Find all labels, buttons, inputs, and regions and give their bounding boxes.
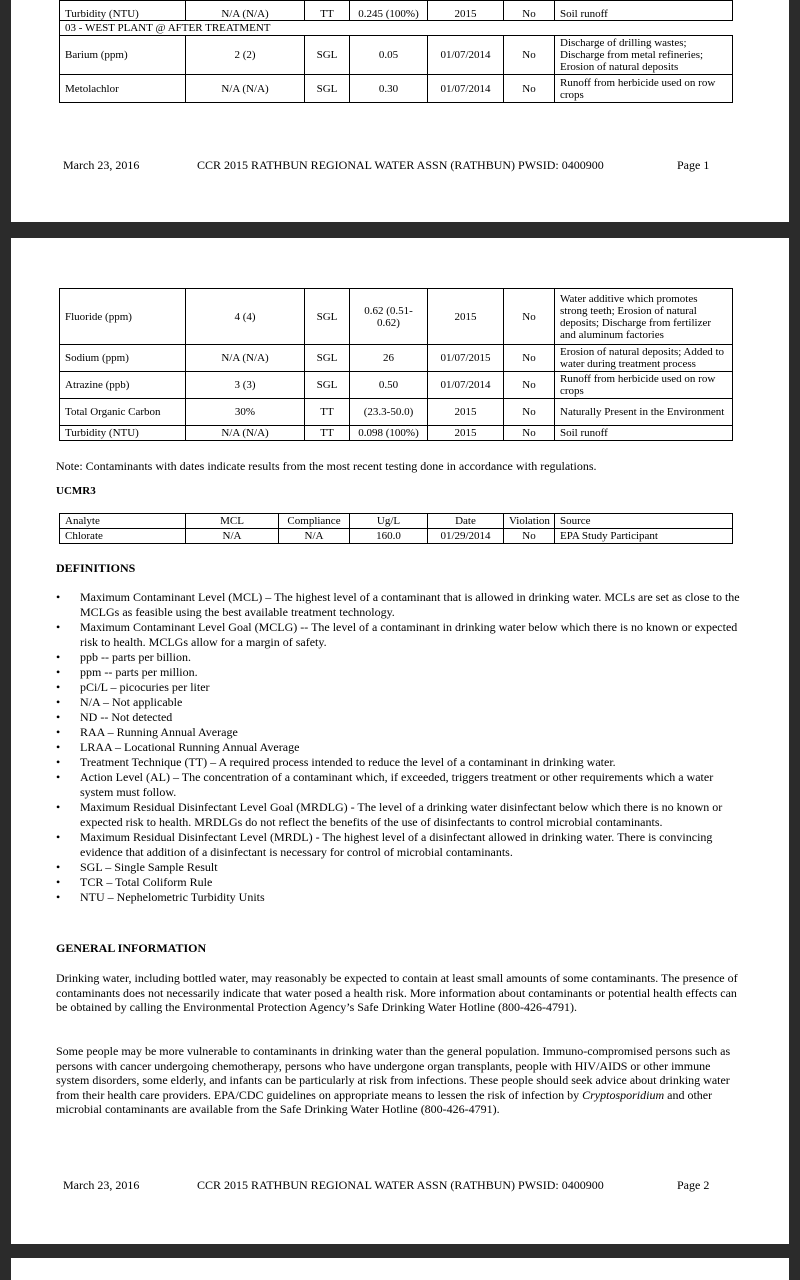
mcl-value: 2 (2) bbox=[186, 36, 305, 75]
violation-flag: No bbox=[504, 75, 555, 103]
mcl-value: N/A (N/A) bbox=[186, 426, 305, 441]
contaminant-source: Discharge of drilling wastes; Discharge from metal refineries; Erosion of natural deposits bbox=[555, 36, 733, 75]
table-row bbox=[60, 75, 733, 103]
detected-level: 0.62 (0.51-0.62) bbox=[350, 289, 428, 345]
column-header: Analyte bbox=[60, 514, 186, 529]
contaminant-name: Fluoride (ppm) bbox=[60, 289, 186, 345]
contaminant-source: Soil runoff bbox=[555, 426, 733, 441]
contaminant-source: Runoff from herbicide used on row crops bbox=[555, 75, 733, 103]
document-page-3 bbox=[11, 1258, 789, 1280]
sample-type: TT bbox=[305, 1, 350, 21]
contaminant-source: Water additive which promotes strong teeth; Erosion of natural deposits; Discharge from fertilizer and aluminum factories bbox=[555, 289, 733, 345]
footer-page-number: Page 1 bbox=[677, 158, 710, 172]
violation-flag: No bbox=[504, 426, 555, 441]
sample-type: SGL bbox=[305, 289, 350, 345]
sample-type: SGL bbox=[305, 36, 350, 75]
violation-flag: No bbox=[504, 399, 555, 426]
table-row bbox=[60, 289, 733, 345]
mcl-value: N/A (N/A) bbox=[186, 75, 305, 103]
contaminant-table-page2 bbox=[59, 288, 733, 441]
sample-date: 2015 bbox=[428, 289, 504, 345]
list-item: • NTU – Nephelometric Turbidity Units bbox=[56, 890, 746, 905]
violation-flag: No bbox=[504, 345, 555, 372]
list-item: • LRAA – Locational Running Annual Average bbox=[56, 740, 746, 755]
contaminant-name: Total Organic Carbon bbox=[60, 399, 186, 426]
footer-title: CCR 2015 RATHBUN REGIONAL WATER ASSN (RATHBUN) PWSID: 0400900 bbox=[197, 1178, 604, 1192]
list-item: • Maximum Contaminant Level Goal (MCLG) -- The level of a contaminant in drinking water below which there is no known or expected risk to health. MCLGs allow for a margin of safety. bbox=[56, 620, 746, 650]
sample-date: 2015 bbox=[428, 426, 504, 441]
organism-name: Cryptosporidium bbox=[582, 1087, 665, 1102]
list-item: • Maximum Residual Disinfectant Level Goal (MRDLG) - The level of a drinking water disinfectant below which there is no known or expected risk to health. MRDLGs do not reflect the benefits of the use of disinfectants to control microbial contaminants. bbox=[56, 800, 746, 830]
footer-date: March 23, 2016 bbox=[63, 1178, 140, 1192]
general-info-paragraph-2 bbox=[56, 1044, 746, 1117]
list-item: • ppb -- parts per billion. bbox=[56, 650, 746, 665]
list-item: • ppm -- parts per million. bbox=[56, 665, 746, 680]
date-cell: 01/29/2014 bbox=[428, 529, 504, 544]
list-item: • Treatment Technique (TT) – A required process intended to reduce the level of a contaminant in drinking water. bbox=[56, 755, 746, 770]
footer-page-number: Page 2 bbox=[677, 1178, 710, 1192]
section-label: 03 - WEST PLANT @ AFTER TREATMENT bbox=[60, 21, 733, 36]
column-header: Source bbox=[555, 514, 733, 529]
mcl-value: 4 (4) bbox=[186, 289, 305, 345]
detected-level: 0.05 bbox=[350, 36, 428, 75]
column-header: Date bbox=[428, 514, 504, 529]
list-item: • pCi/L – picocuries per liter bbox=[56, 680, 746, 695]
contaminant-name: Turbidity (NTU) bbox=[60, 1, 186, 21]
sample-date: 01/07/2015 bbox=[428, 345, 504, 372]
list-item: • N/A – Not applicable bbox=[56, 695, 746, 710]
definitions-list bbox=[56, 590, 746, 905]
sample-date: 2015 bbox=[428, 399, 504, 426]
mcl-value: N/A (N/A) bbox=[186, 1, 305, 21]
sample-type: SGL bbox=[305, 372, 350, 399]
document-page-1 bbox=[11, 0, 789, 222]
detected-level: 0.30 bbox=[350, 75, 428, 103]
ucmr3-heading: UCMR3 bbox=[56, 485, 96, 497]
violation-flag: No bbox=[504, 1, 555, 21]
sample-type: TT bbox=[305, 426, 350, 441]
list-item: • SGL – Single Sample Result bbox=[56, 860, 746, 875]
sample-type: TT bbox=[305, 399, 350, 426]
violation-cell: No bbox=[504, 529, 555, 544]
section-row bbox=[60, 21, 733, 36]
contaminant-source: Soil runoff bbox=[555, 1, 733, 21]
source-cell: EPA Study Participant bbox=[555, 529, 733, 544]
contaminant-source: Runoff from herbicide used on row crops bbox=[555, 372, 733, 399]
violation-flag: No bbox=[504, 289, 555, 345]
table-row bbox=[60, 529, 733, 544]
definitions-heading: DEFINITIONS bbox=[56, 561, 136, 575]
table-row bbox=[60, 399, 733, 426]
contaminant-name: Barium (ppm) bbox=[60, 36, 186, 75]
list-item: • ND -- Not detected bbox=[56, 710, 746, 725]
violation-flag: No bbox=[504, 36, 555, 75]
paragraph-text: and other microbial contaminants are available from the Safe Drinking Water Hotline (800-426-4791). bbox=[56, 1087, 713, 1117]
table-row bbox=[60, 36, 733, 75]
contaminant-source: Erosion of natural deposits; Added to water during treatment process bbox=[555, 345, 733, 372]
footer-title: CCR 2015 RATHBUN REGIONAL WATER ASSN (RATHBUN) PWSID: 0400900 bbox=[197, 158, 604, 172]
contaminant-name: Turbidity (NTU) bbox=[60, 426, 186, 441]
mcl-cell: N/A bbox=[186, 529, 279, 544]
detected-level: (23.3-50.0) bbox=[350, 399, 428, 426]
sample-date: 01/07/2014 bbox=[428, 372, 504, 399]
column-header: Compliance bbox=[279, 514, 350, 529]
sample-date: 2015 bbox=[428, 1, 504, 21]
column-header: Ug/L bbox=[350, 514, 428, 529]
footer-date: March 23, 2016 bbox=[63, 158, 140, 172]
list-item: • Maximum Residual Disinfectant Level (MRDL) - The highest level of a disinfectant allowed in drinking water. There is convincing evidence that addition of a disinfectant is necessary for control of microbial contaminants. bbox=[56, 830, 746, 860]
results-note: Note: Contaminants with dates indicate results from the most recent testing done in accordance with regulations. bbox=[56, 459, 597, 473]
contaminant-name: Metolachlor bbox=[60, 75, 186, 103]
violation-flag: No bbox=[504, 372, 555, 399]
mcl-value: 30% bbox=[186, 399, 305, 426]
table-row bbox=[60, 372, 733, 399]
mcl-value: N/A (N/A) bbox=[186, 345, 305, 372]
list-item: • RAA – Running Annual Average bbox=[56, 725, 746, 740]
contaminant-name: Sodium (ppm) bbox=[60, 345, 186, 372]
list-item: • TCR – Total Coliform Rule bbox=[56, 875, 746, 890]
detected-level: 0.245 (100%) bbox=[350, 1, 428, 21]
general-info-paragraph-1: Drinking water, including bottled water, may reasonably be expected to contain at least small amounts of some contaminants. The presence of contaminants does not necessarily indicate that water posed a health risk. More information about contaminants or potential health effects can be obtained by calling the Environmental Protection Agency’s Safe Drinking Water Hotline (800-426-4791). bbox=[56, 971, 738, 1015]
table-row bbox=[60, 426, 733, 441]
detected-level: 0.098 (100%) bbox=[350, 426, 428, 441]
paragraph-text: Some people may be more vulnerable to contaminants in drinking water than the general population. Immuno-compromised persons such as persons with cancer undergoing chemotherapy, persons who have undergone organ transplants, people with HIV/AIDS or other immune system disorders, some elderly, and infants can be particularly at risk from infections. These people should seek advice about drinking water from their health care providers. EPA/CDC guidelines on appropriate means to lessen the risk of infection by bbox=[56, 1044, 731, 1102]
sample-type: SGL bbox=[305, 75, 350, 103]
mcl-value: 3 (3) bbox=[186, 372, 305, 399]
sample-date: 01/07/2014 bbox=[428, 75, 504, 103]
column-header: MCL bbox=[186, 514, 279, 529]
general-information-heading: GENERAL INFORMATION bbox=[56, 941, 207, 955]
document-page-2 bbox=[11, 238, 789, 1244]
column-header: Violation bbox=[504, 514, 555, 529]
contaminant-source: Naturally Present in the Environment bbox=[555, 399, 733, 426]
compliance-cell: N/A bbox=[279, 529, 350, 544]
sample-date: 01/07/2014 bbox=[428, 36, 504, 75]
table-row bbox=[60, 345, 733, 372]
ugl-cell: 160.0 bbox=[350, 529, 428, 544]
analyte-cell: Chlorate bbox=[60, 529, 186, 544]
contaminant-name: Atrazine (ppb) bbox=[60, 372, 186, 399]
list-item: • Action Level (AL) – The concentration of a contaminant which, if exceeded, triggers treatment or other requirements which a water system must follow. bbox=[56, 770, 746, 800]
contaminant-table-page1 bbox=[59, 0, 733, 103]
detected-level: 26 bbox=[350, 345, 428, 372]
detected-level: 0.50 bbox=[350, 372, 428, 399]
ucmr3-header-row bbox=[60, 514, 733, 529]
ucmr3-table bbox=[59, 513, 733, 544]
table-row bbox=[60, 1, 733, 21]
sample-type: SGL bbox=[305, 345, 350, 372]
list-item: • Maximum Contaminant Level (MCL) – The highest level of a contaminant that is allowed in drinking water. MCLs are set as close to the MCLGs as feasible using the best available treatment technology. bbox=[56, 590, 746, 620]
